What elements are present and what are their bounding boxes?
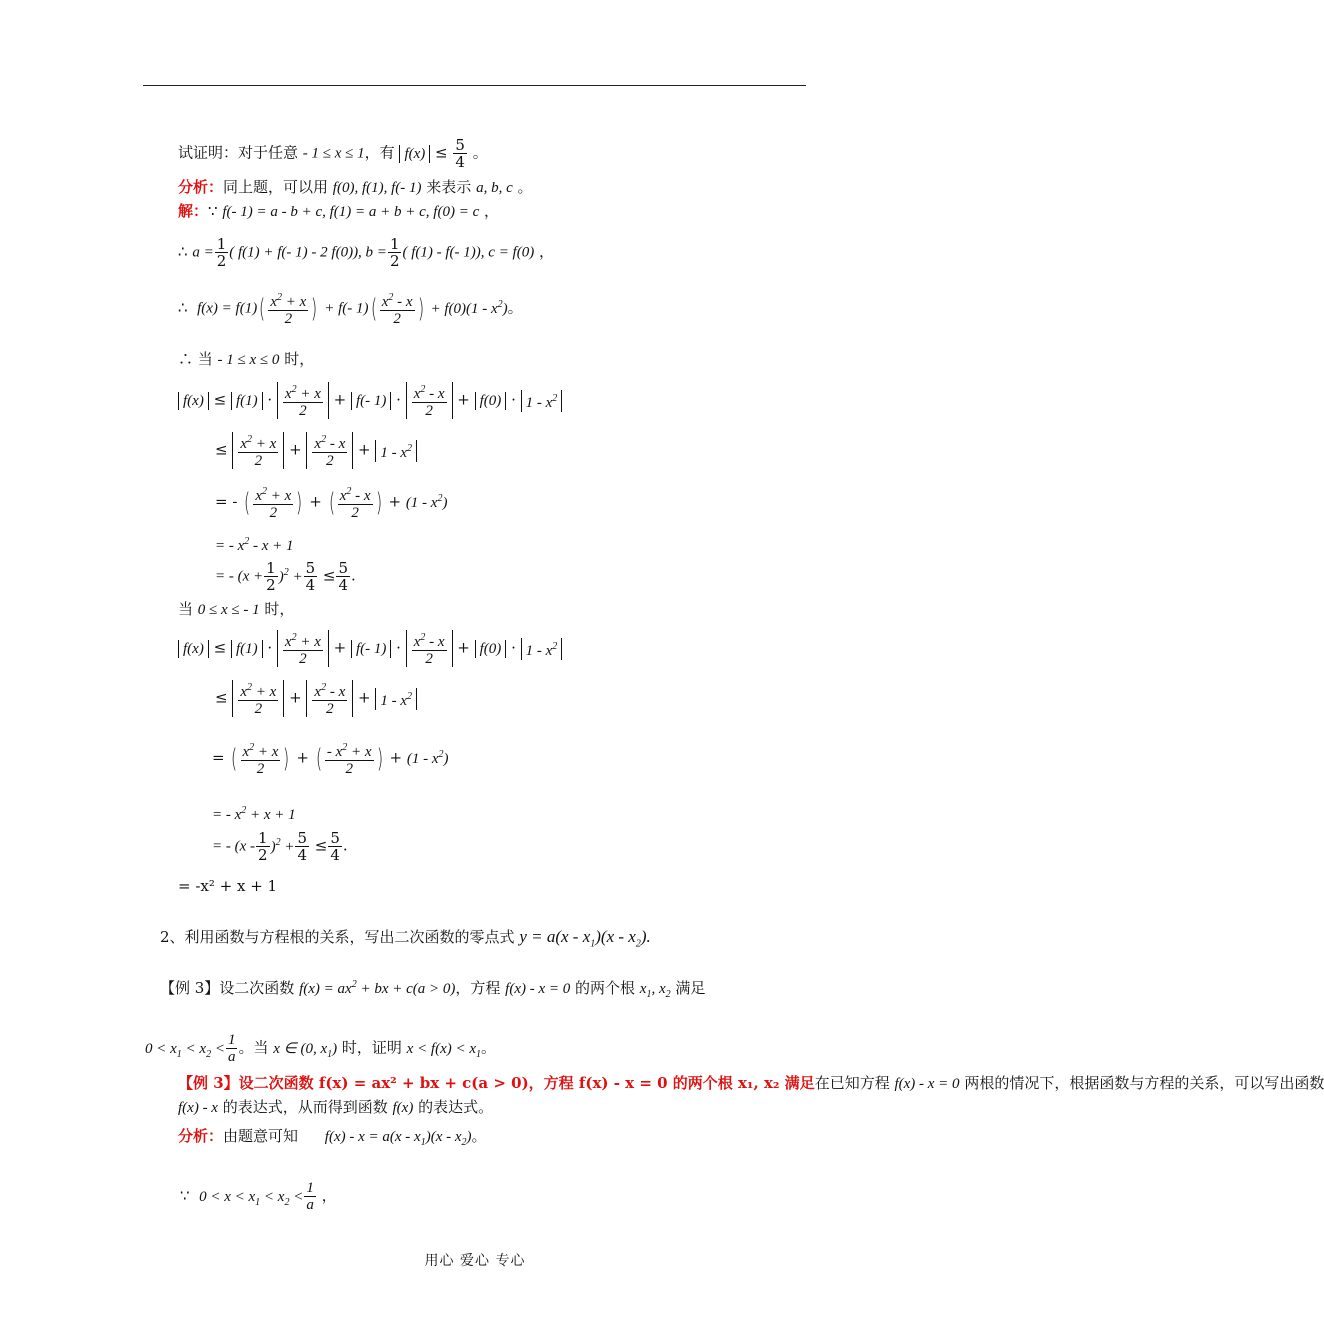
footer-motto: 用心 爱心 专心 (424, 1253, 526, 1269)
case2-step4: = - $x^2 + x + 1$ (212, 805, 296, 823)
case1-label: ∴ 当 - 1 ≤ x ≤ 0 时， (178, 350, 315, 368)
analysis-label: 分析： (178, 178, 224, 196)
case1-step2: ≤ $\frac{x^2 + x}{2}$ + $\frac{x^2 - x}{2}$ + $1 - x^2$ (215, 432, 417, 469)
case2-step1: f(x) ≤ f(1) · $\frac{x^2 + x}{2}$ + f(- 1) · $\frac{x^2 - x}{2}$ + $f(0) \cdot 1 - x^2$ (178, 630, 562, 667)
example-3: 【例 3】设二次函数 $f(x) = ax^2$ + bx + c(a > 0)，方程 f(x) - x = 0 的两个根 $x_1$, $x_2$ 满足 (160, 979, 706, 1000)
proof-step: ∵ $0 < x < x_1 < x_2$ < $\frac{1}{a}$ ， (180, 1180, 337, 1213)
analysis-2-label: 【例 3】设二次函数 f(x) = ax² + bx + c(a > 0)，方程 f(x) - x = 0 的两个根 x₁, x₂ 满足 (178, 1074, 815, 1092)
conclusion: = -x² + x + 1 (178, 877, 278, 895)
case1-step4: = - $x^2 - x + 1$ (215, 536, 294, 554)
case1-step3: = - ( $\frac{x^2 + x}{2}$ ) + ( $\frac{x^2 - x}{2}$ ) + $(1 - x^2)$ (215, 486, 448, 521)
case1-step5: = - (x + $\frac{1}{2}$ )$^2$ + $\frac{5}{4}$ ≤ $\frac{5}{4}$ . (215, 559, 356, 594)
case2-step2: ≤ $\frac{x^2 + x}{2}$ + $\frac{x^2 - x}{2}$ + $1 - x^2$ (215, 680, 417, 717)
case2-label: 当 0 ≤ x ≤ - 1 时， (178, 600, 295, 618)
problem-statement: 试证明：对于任意 - 1 ≤ x ≤ 1，有 f(x) ≤ $\frac{5}{4}$ 。 (178, 136, 488, 171)
proof-line: 分析：由题意可知 $f(x) - x = a(x - x_1)(x - x_2)$。 (178, 1127, 487, 1148)
solution-label: 解： (178, 202, 209, 220)
coef-line: ∴ a = $\frac{1}{2}$ ( f(1) + f(- 1) - 2 f(0)), b = $\frac{1}{2}$ ( f(1) - f(- 1)), c = f(0) ， (178, 235, 554, 270)
analysis-2-line: 【例 3】设二次函数 f(x) = ax² + bx + c(a > 0)，方程 f(x) - x = 0 的两个根 x₁, x₂ 满足在已知方程 f(x) - x = 0 两根的情况下，根据函数与方程的关系，可以写出函数 (178, 1074, 1324, 1092)
analysis-text: 同上题，可以用 f(0), f(1), f(- 1) 来表示 a, b, c 。 (223, 178, 533, 196)
analysis-line (178, 178, 533, 197)
header-rule (143, 85, 806, 86)
fx-expression: ∴ f(x) = f(1)( $\frac{x^2 + x}{2}$ ) + f(- 1)( $\frac{x^2 - x}{2}$ ) + $f(0)(1 - x^2)$。 (178, 292, 523, 327)
case2-step5: = - (x - $\frac{1}{2}$ )$^2$ + $\frac{5}{4}$ ≤ $\frac{5}{4}$ . (212, 829, 348, 864)
proof-label: 分析： (178, 1127, 224, 1145)
solution-line: 解：∵ f(- 1) = a - b + c, f(1) = a + b + c, f(0) = c ， (178, 202, 500, 220)
section-2-heading: 2、利用函数与方程根的关系，写出二次函数的零点式 $y = a(x - x_1)(x - x_2)$. (160, 927, 651, 950)
analysis-2-cont: f(x) - x 的表达式，从而得到函数 f(x) 的表达式。 (178, 1098, 494, 1116)
case1-step1: f(x) ≤ f(1) · $\frac{x^2 + x}{2}$ + f(- 1) · $\frac{x^2 - x}{2}$ + $f(0) \cdot 1 - x^2$ (178, 382, 562, 419)
example-3-condition: $0 < x_1 < x_2$ < $\frac{1}{a}$ 。当 x ∈ (0, $x_1$) 时，证明 $x < f(x) < x_1$。 (145, 1032, 497, 1065)
case2-step3: = ( $\frac{x^2 + x}{2}$ ) + ( $\frac{- x^2 + x}{2}$ ) + $(1 - x^2)$ (212, 742, 449, 777)
